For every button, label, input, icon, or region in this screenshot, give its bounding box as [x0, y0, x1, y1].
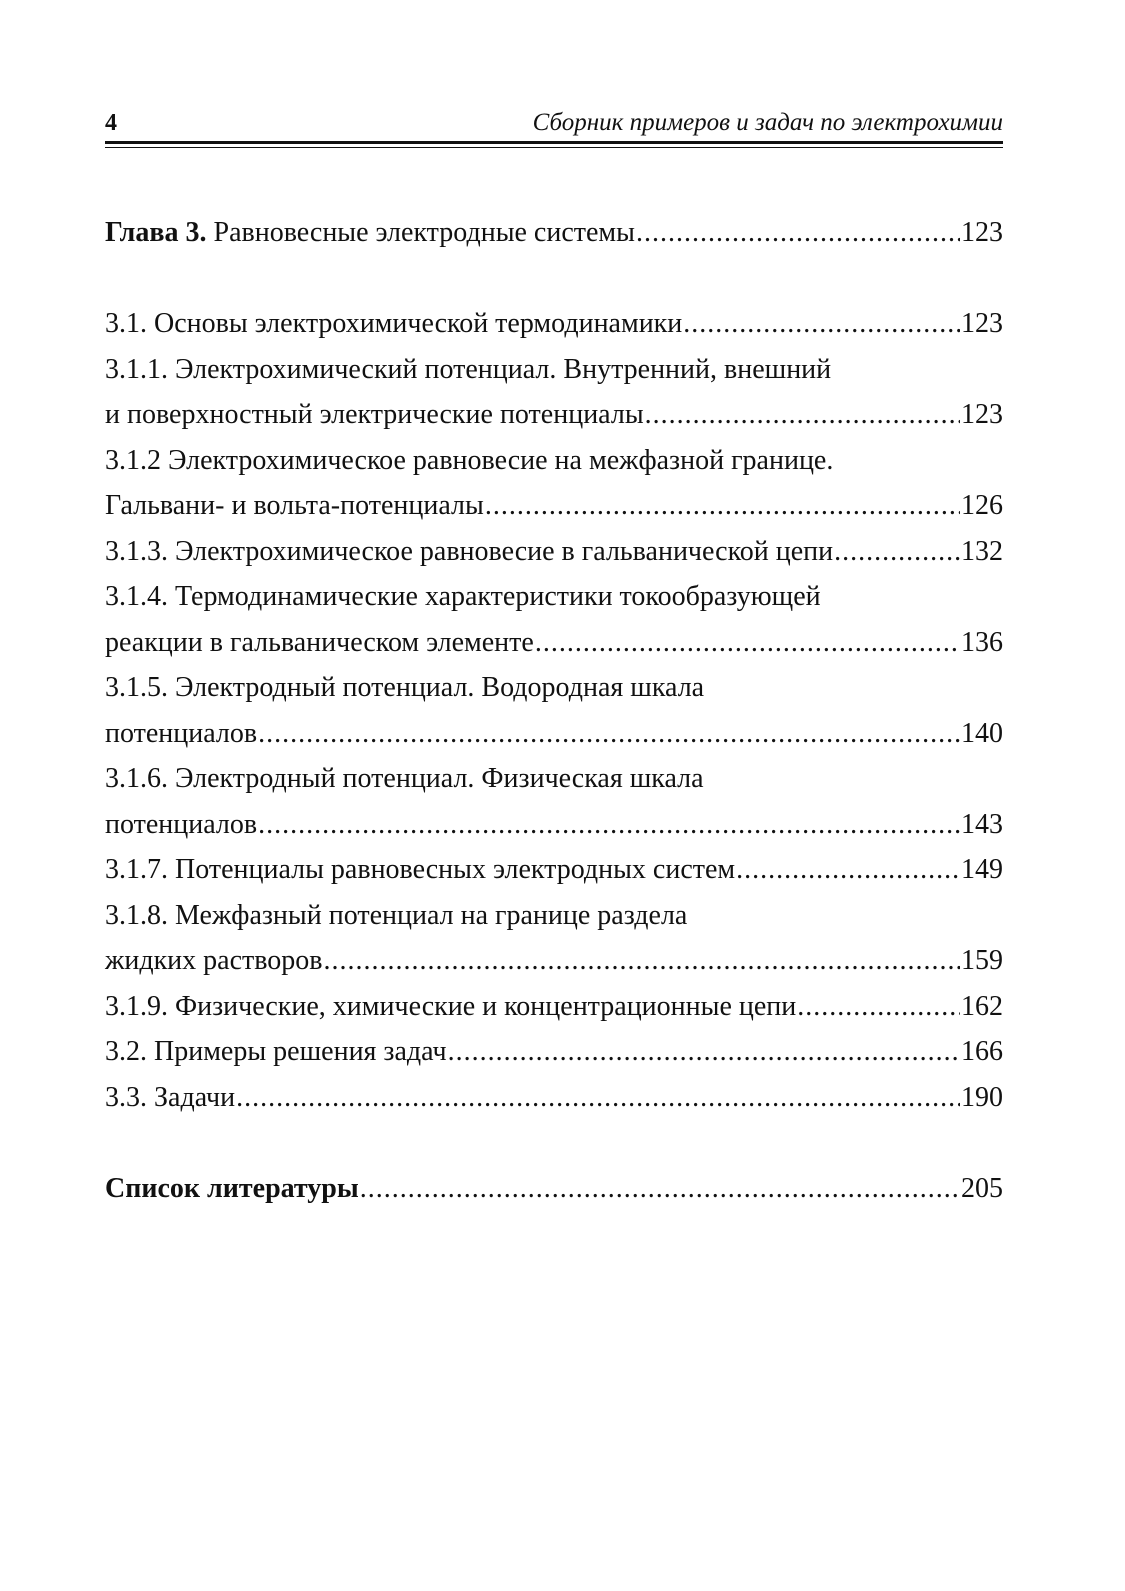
dot-leader	[258, 711, 960, 757]
table-of-contents	[105, 210, 1003, 1211]
spacer	[105, 256, 1003, 302]
toc-entry[interactable]	[105, 620, 1003, 666]
toc-entry[interactable]	[105, 847, 1003, 893]
toc-page-number: 149	[961, 854, 1003, 885]
toc-entry-text: потенциалов	[105, 808, 258, 840]
toc-entry[interactable]	[105, 392, 1003, 438]
toc-entry-text: 3.1. Основы электрохимической термодинамики	[105, 308, 683, 339]
toc-entry-first-line[interactable]: 3.1.4. Термодинамические характеристики токообразующей	[105, 581, 821, 612]
toc-entry-first-line[interactable]: 3.1.2 Электрохимическое равновесие на межфазной границе.	[105, 444, 834, 476]
toc-page-number: 132	[961, 535, 1003, 567]
toc-page-number: 159	[961, 945, 1003, 976]
toc-entry[interactable]	[105, 984, 1003, 1030]
dot-leader	[485, 483, 960, 529]
toc-entry-text: Гальвани- и вольта-потенциалы	[105, 490, 484, 521]
toc-chapter-entry[interactable]	[105, 210, 1003, 256]
running-title: Сборник примеров и задач по электрохимии	[532, 109, 1003, 136]
toc-entry-text: 3.3. Задачи	[105, 1081, 236, 1113]
page-header	[105, 106, 1003, 140]
dot-leader	[324, 938, 960, 984]
toc-references-text: Список литературы	[105, 1172, 359, 1204]
dot-leader	[736, 847, 960, 893]
toc-entry[interactable]	[105, 711, 1003, 757]
toc-entry[interactable]	[105, 529, 1003, 575]
dot-leader	[645, 392, 960, 438]
toc-entry-text: жидких растворов	[105, 945, 323, 976]
toc-chapter-text	[105, 210, 635, 256]
dot-leader	[258, 802, 960, 848]
toc-entry-first-line[interactable]: 3.1.5. Электродный потенциал. Водородная шкала	[105, 672, 705, 703]
toc-entry[interactable]	[105, 1075, 1003, 1121]
toc-page-number: 126	[961, 490, 1003, 521]
page-number: 4	[105, 110, 117, 136]
toc-entry-text: 3.1.7. Потенциалы равновесных электродных систем	[105, 854, 736, 885]
header-rule-thick	[105, 141, 1003, 144]
toc-page-number: 123	[961, 308, 1003, 339]
toc-entry-text: 3.1.9. Физические, химические и концентрационные цепи	[105, 990, 797, 1022]
toc-entry[interactable]	[105, 483, 1003, 529]
toc-page-number: 123	[961, 217, 1003, 248]
toc-entry[interactable]	[105, 1029, 1003, 1075]
dot-leader	[236, 1075, 960, 1121]
dot-leader	[683, 301, 960, 347]
toc-entry-text: 3.1.3. Электрохимическое равновесие в гальванической цепи	[105, 535, 834, 567]
toc-entry-text: потенциалов	[105, 717, 258, 749]
dot-leader	[797, 984, 960, 1030]
toc-entry-text: 3.2. Примеры решения задач	[105, 1036, 447, 1067]
toc-entry-text: реакции в гальваническом элементе	[105, 626, 534, 658]
toc-entry-first-line[interactable]: 3.1.8. Межфазный потенциал на границе раздела	[105, 899, 688, 931]
toc-entry-first-line[interactable]: 3.1.1. Электрохимический потенциал. Внутренний, внешний	[105, 353, 832, 385]
toc-entry[interactable]	[105, 938, 1003, 984]
toc-entry-text: и поверхностный электрические потенциалы	[105, 399, 644, 430]
toc-page-number: 205	[961, 1172, 1003, 1204]
dot-leader	[636, 210, 960, 256]
toc-page-number: 143	[961, 808, 1003, 840]
toc-page-number: 140	[961, 717, 1003, 749]
toc-page-number: 162	[961, 990, 1003, 1022]
dot-leader	[834, 529, 960, 575]
toc-page-number: 123	[961, 399, 1003, 430]
toc-references-entry[interactable]	[105, 1166, 1003, 1212]
spacer	[105, 1120, 1003, 1166]
dot-leader	[448, 1029, 960, 1075]
dot-leader	[535, 620, 960, 666]
toc-page-number: 166	[961, 1036, 1003, 1067]
toc-page-number: 136	[961, 626, 1003, 658]
toc-entry-first-line[interactable]: 3.1.6. Электродный потенциал. Физическая шкала	[105, 763, 704, 794]
toc-chapter-label: Глава 3.	[105, 217, 207, 248]
header-rule-thin	[105, 147, 1003, 148]
toc-page-number: 190	[961, 1081, 1003, 1113]
toc-entry[interactable]	[105, 301, 1003, 347]
toc-chapter-title: Равновесные электродные системы	[206, 217, 635, 248]
toc-entry[interactable]	[105, 802, 1003, 848]
dot-leader	[360, 1166, 960, 1212]
